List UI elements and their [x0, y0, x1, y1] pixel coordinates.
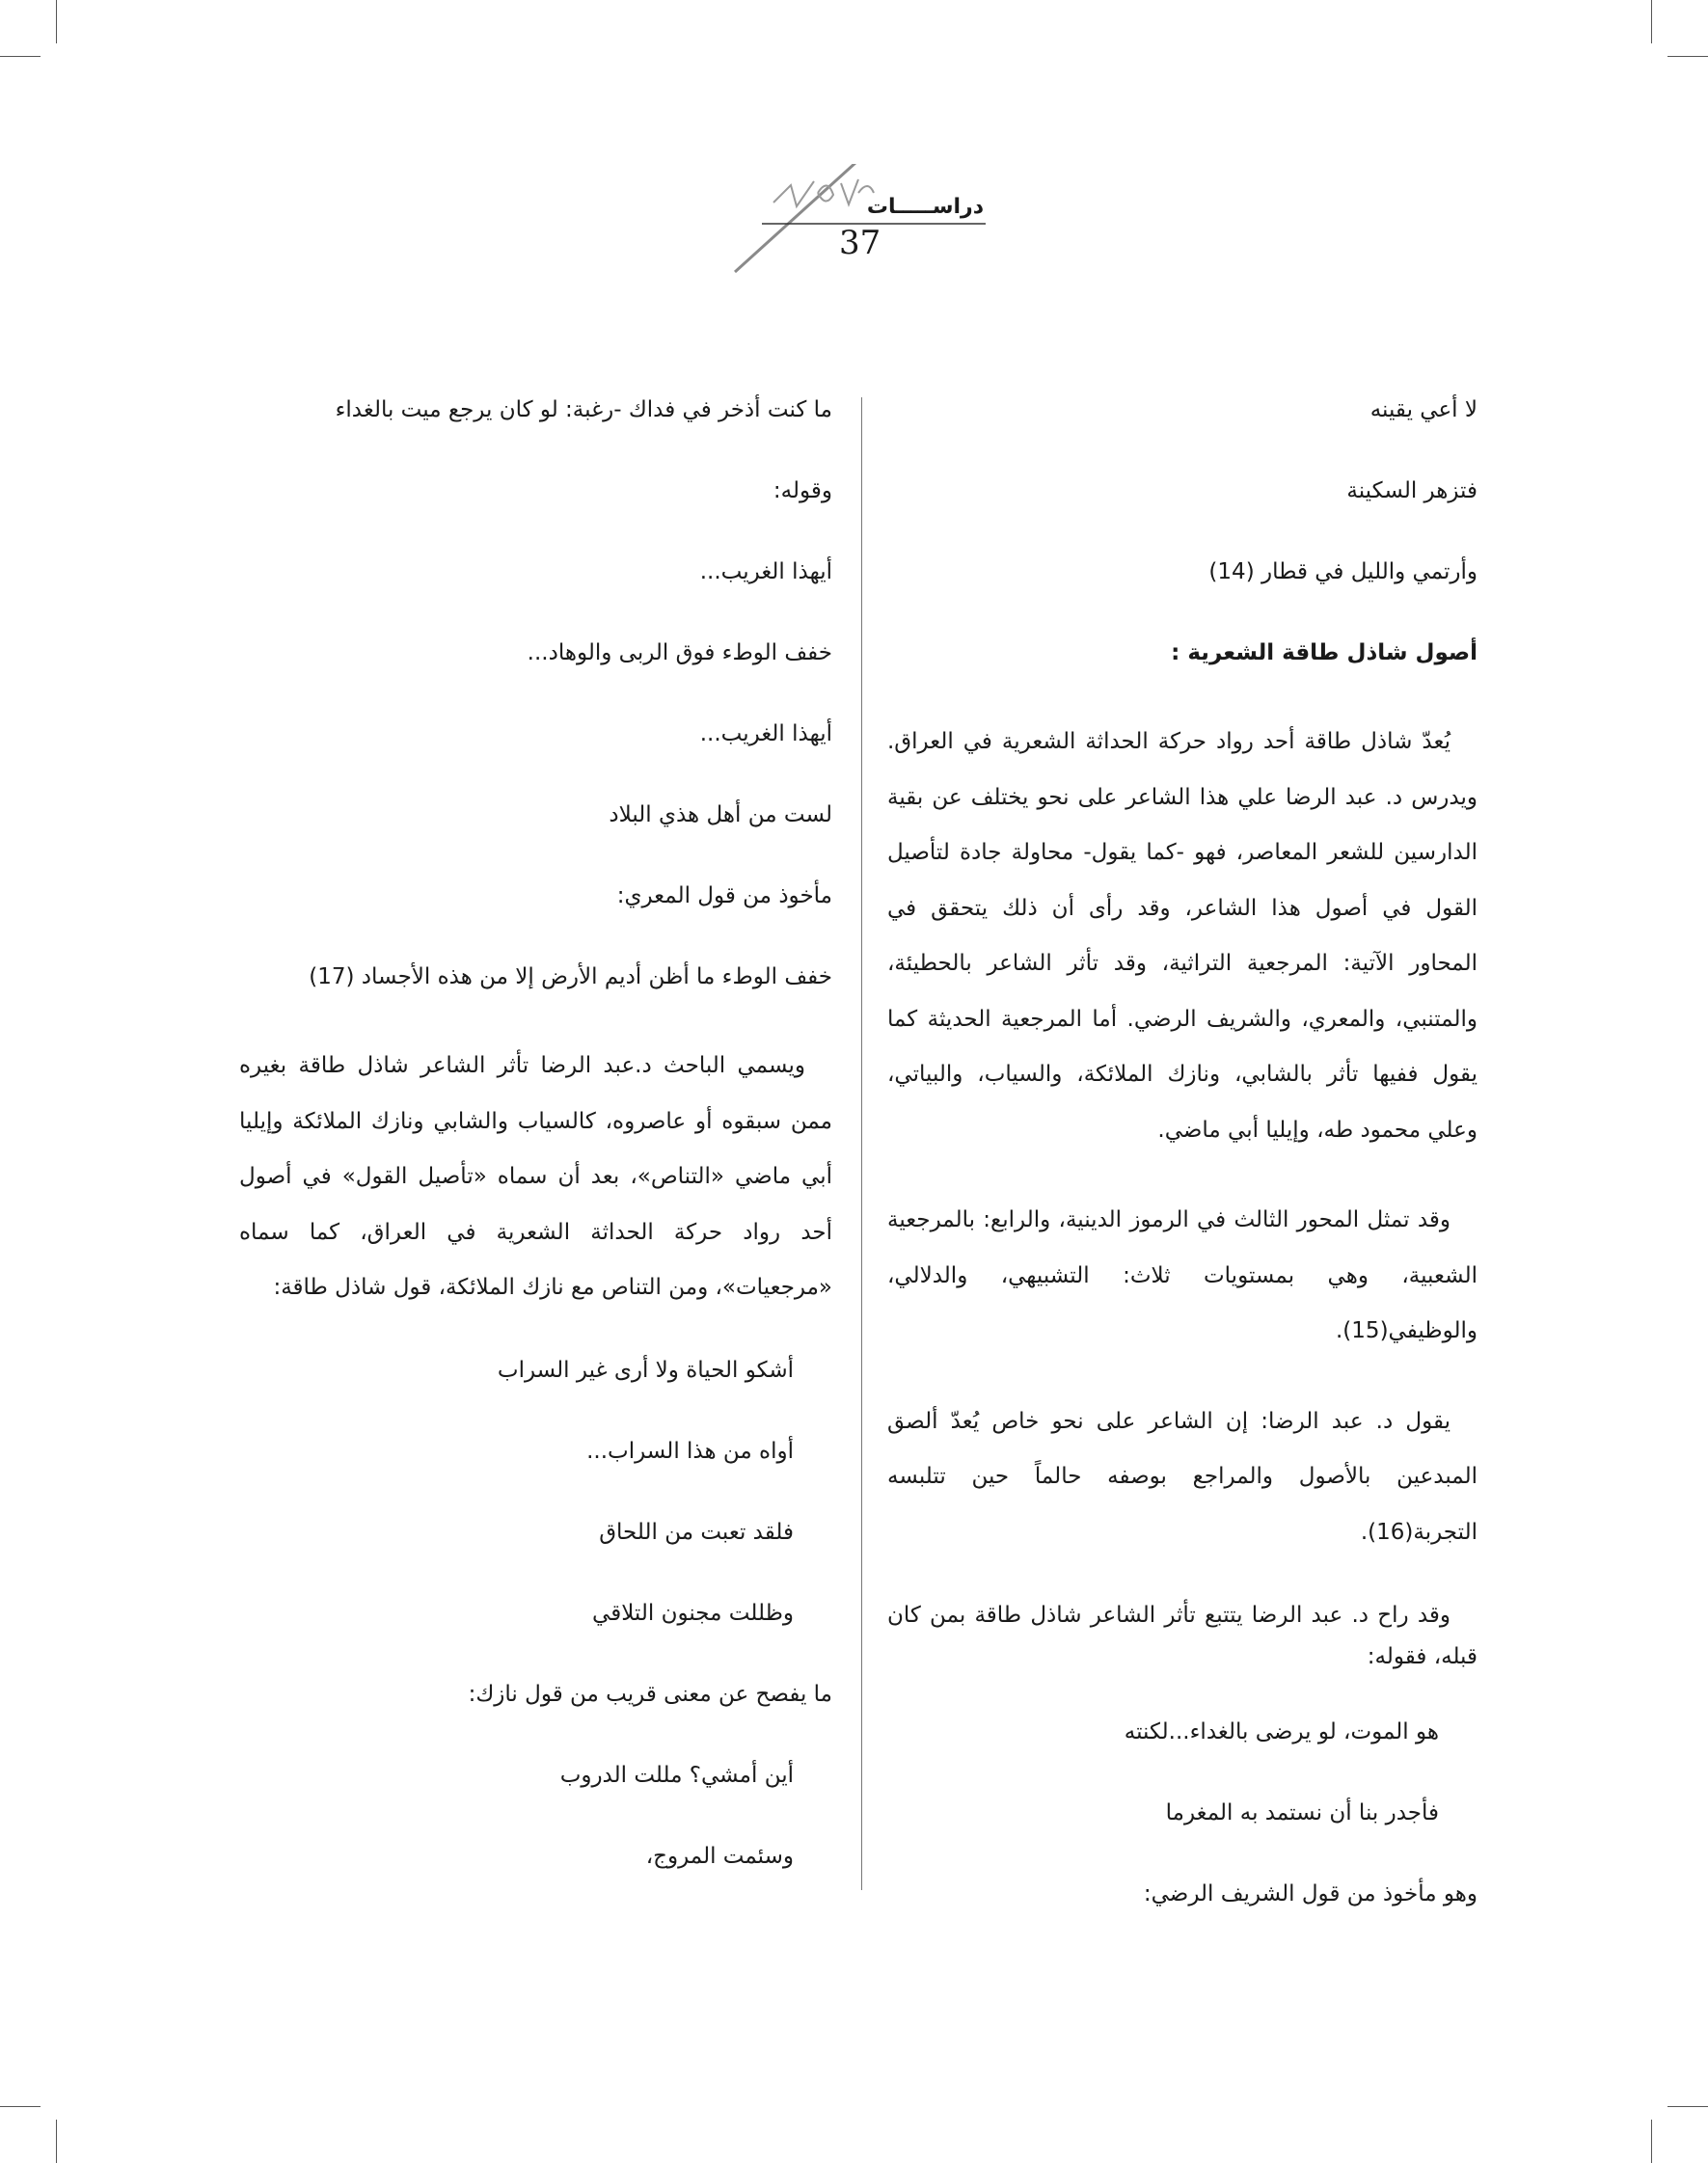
verse-line: خفف الوطء فوق الربى والوهاد...: [527, 640, 832, 665]
crop-mark-top-left-h: [0, 56, 41, 57]
verse-line: فلقد تعبت من اللحاق: [599, 1519, 794, 1545]
crop-mark-bottom-left-h: [0, 2106, 41, 2107]
section-label: دراســـــات: [866, 195, 984, 219]
text-line: مأخوذ من قول المعري:: [616, 883, 832, 908]
verse-line: ما كنت أذخر في فداك -رغبة: لو كان يرجع ميت بالغداء: [335, 397, 832, 422]
verse-line: أين أمشي؟ مللت الدروب: [559, 1762, 794, 1788]
verse-line: فتزهر السكينة: [1346, 478, 1478, 503]
crop-mark-bottom-right-v: [1651, 2120, 1652, 2163]
verse-line: وأرتمي والليل في قطار (14): [1208, 559, 1478, 584]
verse-line: لست من أهل هذي البلاد: [609, 802, 832, 827]
left-column: [239, 391, 832, 1918]
text-line: وهو مأخوذ من قول الشريف الرضي:: [1143, 1881, 1478, 1906]
verse-line: هو الموت، لو يرضى بالغداء...لكنته: [1124, 1719, 1439, 1744]
verse-line: أيهذا الغريب...: [699, 721, 832, 746]
verse-line: أواه من هذا السراب...: [586, 1438, 794, 1464]
crop-mark-top-right-v: [1651, 0, 1652, 43]
text-line: ما يفصح عن معنى قريب من قول نازك:: [468, 1681, 832, 1707]
verse-line: خفف الوطء ما أظن أديم الأرض إلا من هذه الأجساد (17): [309, 964, 832, 989]
crop-mark-bottom-right-h: [1667, 2106, 1708, 2107]
verse-line: وسئمت المروج،: [645, 1843, 794, 1869]
right-column: [887, 391, 1478, 1956]
body-paragraph: وقد تمثل المحور الثالث في الرموز الدينية، والرابع: بالمرجعية الشعبية، وهي بمستويات ثلاث: التشبيهي، والدلالي، والوظيفي(15).: [887, 1207, 1478, 1343]
body-paragraph: وقد راح د. عبد الرضا يتتبع تأثر الشاعر شاذل طاقة بمن كان قبله، فقوله:: [887, 1603, 1478, 1669]
verse-line: وظللت مجنون التلاقي: [592, 1600, 794, 1626]
section-heading: أصول شاذل طاقة الشعرية :: [1171, 640, 1478, 665]
crop-mark-top-right-h: [1667, 56, 1708, 57]
verse-line: فأجدر بنا أن نستمد به المغرما: [1165, 1800, 1439, 1825]
verse-line: أيهذا الغريب...: [699, 559, 832, 584]
running-header: [714, 164, 993, 289]
page-number: 37: [839, 224, 881, 262]
body-paragraph: ويسمي الباحث د.عبد الرضا تأثر الشاعر شاذل طاقة بغيره ممن سبقوه أو عاصروه، كالسياب والشابي ونازك الملائكة وإيليا أبي ماضي «التناص»، بعد أن سماه «تأصيل القول» في أصول أحد رواد حركة الحداثة الشعرية في العراق، كما سماه «مرجعيات»، ومن التناص مع نازك الملائكة، قول شاذل طاقة:: [239, 1053, 832, 1300]
column-divider: [861, 397, 862, 1890]
body-paragraph: يُعدّ شاذل طاقة أحد رواد حركة الحداثة الشعرية في العراق. ويدرس د. عبد الرضا علي هذا الشاعر على نحو يختلف عن بقية الدارسين للشعر المعاصر، فهو -كما يقول- محاولة جادة لتأصيل القول في أصول هذا الشاعر، وقد رأى أن ذلك يتحقق في المحاور الآتية: المرجعية التراثية، وقد تأثر الشاعر بالحطيئة، والمتنبي، والمعري، والشريف الرضي. أما المرجعية الحديثة كما يقول ففيها تأثر بالشابي، ونازك الملائكة، والسياب، والبياتي، وعلي محمود طه، وإيليا أبي ماضي.: [887, 729, 1478, 1143]
text-line: وقوله:: [773, 478, 832, 503]
body-paragraph: يقول د. عبد الرضا: إن الشاعر على نحو خاص يُعدّ ألصق المبدعين بالأصول والمراجع بوصفه حالماً حين تتلبسه التجربة(16).: [887, 1408, 1478, 1545]
verse-line: أشكو الحياة ولا أرى غير السراب: [497, 1357, 794, 1383]
crop-mark-bottom-left-v: [56, 2120, 57, 2163]
verse-line: لا أعي يقينه: [1369, 397, 1478, 422]
crop-mark-top-left-v: [56, 0, 57, 43]
